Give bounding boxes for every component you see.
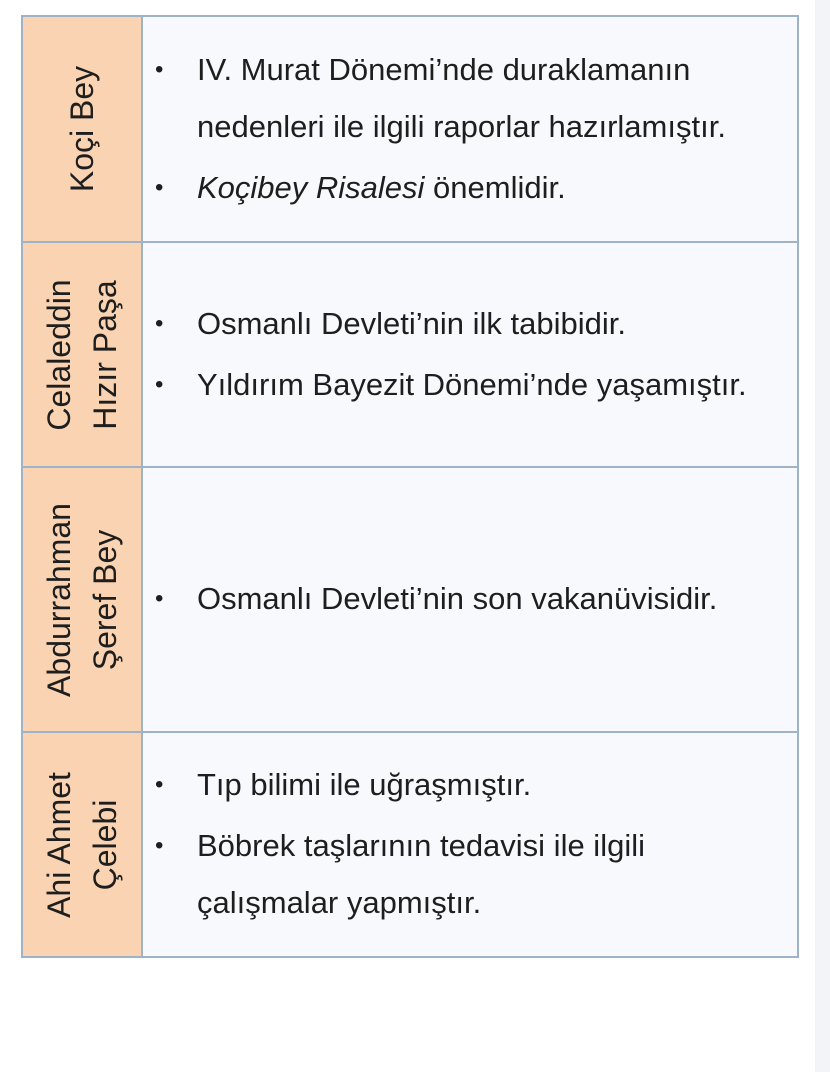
bullet-list bbox=[143, 744, 797, 945]
item-text: Osmanlı Devleti’nin ilk tabibidir. bbox=[197, 305, 627, 341]
name-line: Çelebi bbox=[87, 799, 123, 890]
item-text: önemlidir. bbox=[424, 169, 566, 205]
rotated-name bbox=[59, 66, 105, 192]
row-name-cell bbox=[22, 732, 142, 957]
name-line: Şeref Bey bbox=[87, 529, 123, 670]
scholars-table bbox=[21, 15, 799, 958]
bullet-list bbox=[143, 29, 797, 230]
item-text: Osmanlı Devleti’nin son vakanüvisidir. bbox=[197, 581, 718, 616]
item-text: Tıp bilimi ile uğraşmıştır. bbox=[197, 767, 532, 802]
table-row bbox=[22, 242, 798, 467]
bullet-icon: • bbox=[155, 370, 164, 398]
bullet-icon: • bbox=[155, 771, 164, 798]
list-item bbox=[143, 41, 797, 155]
row-name-cell bbox=[22, 16, 142, 242]
row-content-cell bbox=[142, 16, 798, 242]
list-item bbox=[143, 295, 797, 352]
bullet-icon: • bbox=[155, 173, 164, 201]
list-item bbox=[143, 756, 797, 813]
name-line: Abdurrahman bbox=[41, 502, 77, 697]
list-item bbox=[143, 817, 797, 931]
rotated-name bbox=[36, 279, 128, 430]
item-text: IV. Murat Dönemi’nde duraklamanın nedenleri ile ilgili raporlar hazırlamıştır. bbox=[197, 51, 726, 144]
item-text: Böbrek taşlarının tedavisi ile ilgili çalışmalar yapmıştır. bbox=[197, 828, 645, 920]
list-item bbox=[143, 570, 797, 627]
bullet-list bbox=[143, 558, 797, 641]
name-line: Ahi Ahmet bbox=[41, 771, 77, 918]
row-name-cell bbox=[22, 242, 142, 467]
table-row bbox=[22, 16, 798, 242]
item-text: Yıldırım Bayezit Dönemi’nde yaşamıştır. bbox=[197, 366, 747, 402]
table-row bbox=[22, 467, 798, 732]
page-edge-strip bbox=[815, 0, 830, 1072]
rotated-name bbox=[36, 503, 128, 697]
list-item bbox=[143, 356, 797, 413]
rotated-name bbox=[36, 772, 128, 918]
bullet-icon: • bbox=[155, 585, 164, 612]
row-content-cell bbox=[142, 467, 798, 732]
row-name-cell bbox=[22, 467, 142, 732]
bullet-list bbox=[143, 283, 797, 427]
table-row bbox=[22, 732, 798, 957]
bullet-icon: • bbox=[155, 309, 164, 337]
name-line: Koçi Bey bbox=[64, 65, 100, 193]
name-line: Celaleddin bbox=[41, 278, 77, 431]
item-italic-text: Koçibey Risalesi bbox=[197, 169, 425, 205]
list-item bbox=[143, 159, 797, 216]
name-line: Hızır Paşa bbox=[87, 279, 123, 430]
bullet-icon: • bbox=[155, 55, 164, 83]
row-content-cell bbox=[142, 242, 798, 467]
bullet-icon: • bbox=[155, 832, 164, 859]
row-content-cell bbox=[142, 732, 798, 957]
